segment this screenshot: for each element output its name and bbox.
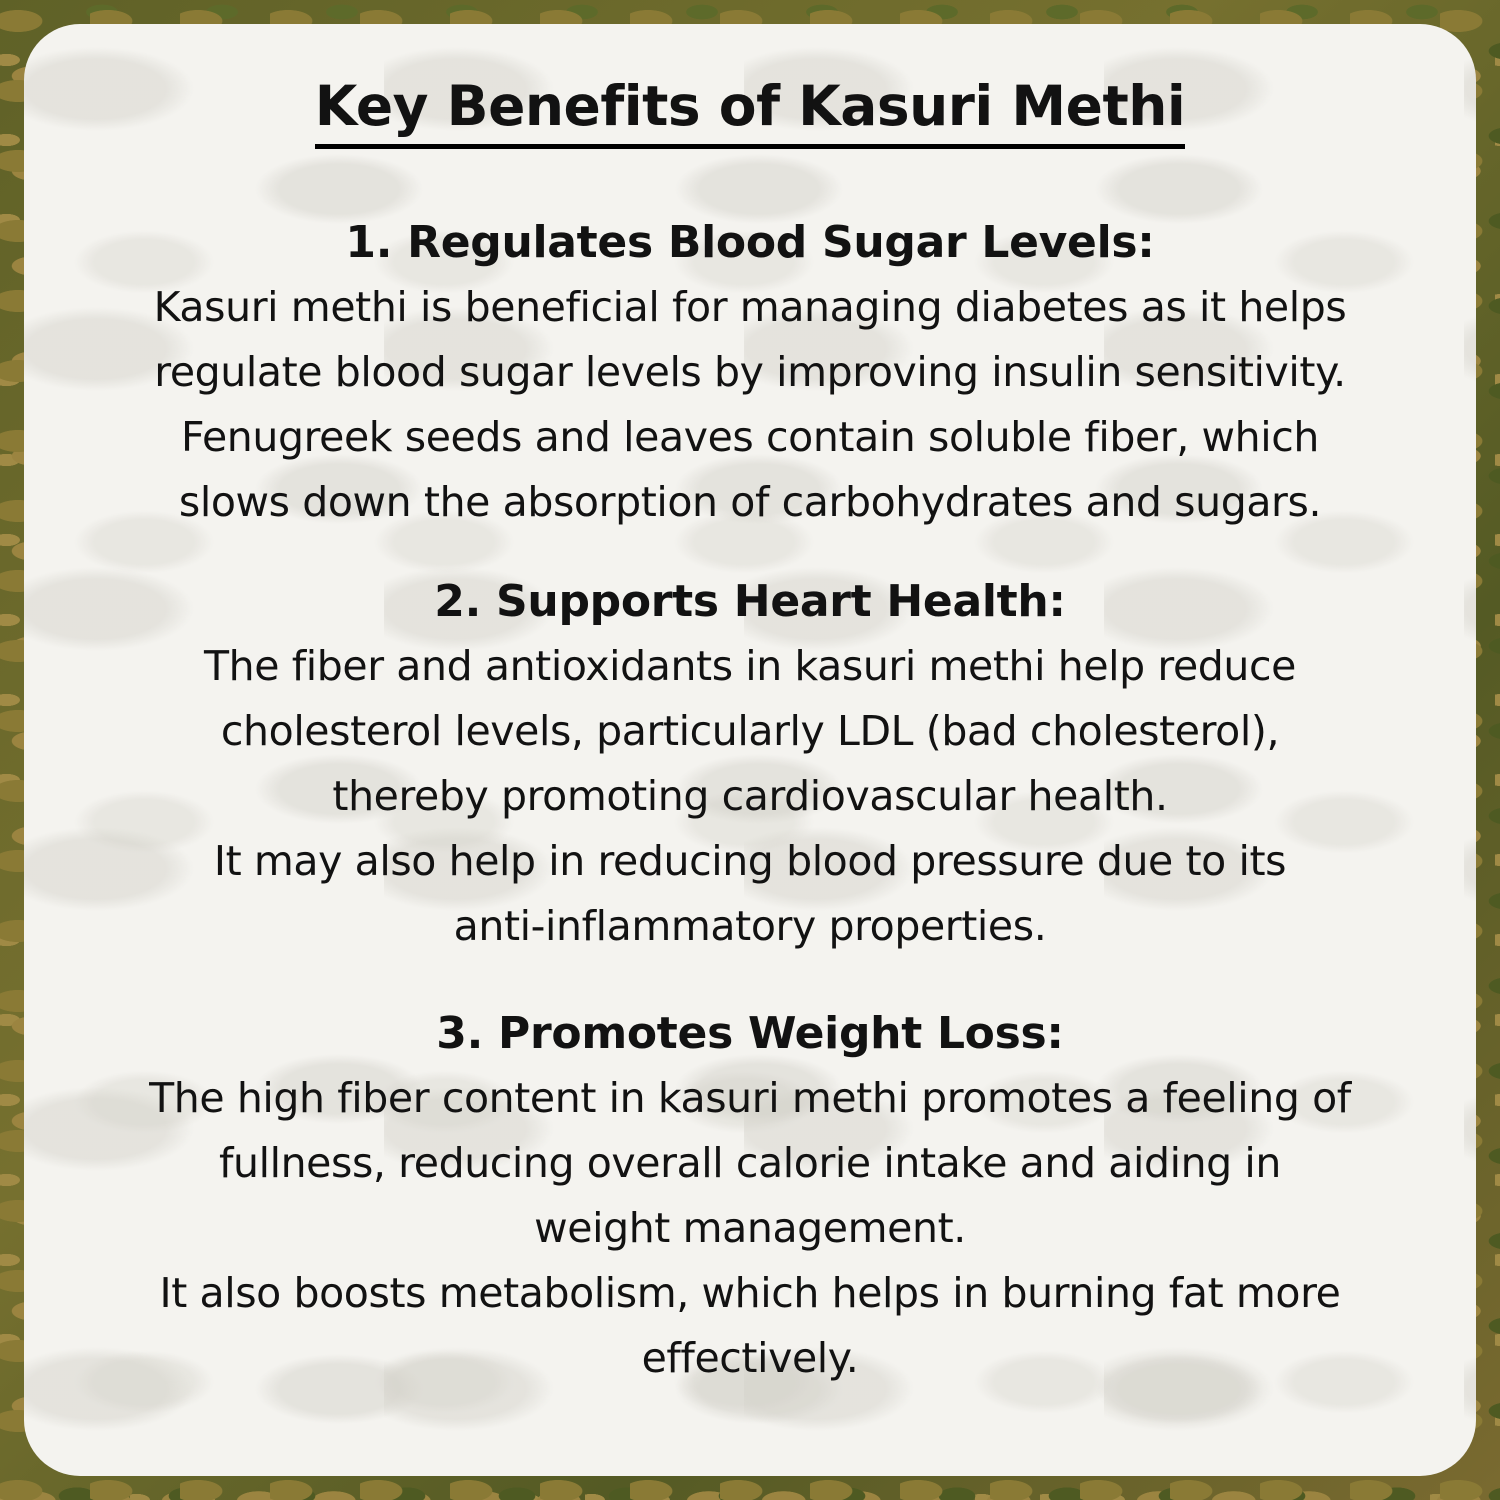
benefit-text-line: The high fiber content in kasuri methi promotes a feeling of [149,1074,1351,1122]
benefit-text-line: It may also help in reducing blood pressure due to its [213,837,1287,885]
benefit-heading: 3. Promotes Weight Loss: [436,1008,1064,1059]
benefit-text-line: Fenugreek seeds and leaves contain soluble fiber, which [181,413,1319,461]
page-title-wrap [24,70,1476,149]
benefits-card [24,24,1476,1476]
benefit-text-line: thereby promoting cardiovascular health. [332,772,1168,820]
benefit-text-line: cholesterol levels, particularly LDL (bad cholesterol), [220,707,1280,755]
benefit-text-line: effectively. [641,1334,859,1382]
benefit-heading: 2. Supports Heart Health: [434,576,1066,627]
benefit-heading: 1. Regulates Blood Sugar Levels: [345,217,1155,268]
benefit-text-line: Kasuri methi is beneficial for managing diabetes as it helps [153,283,1347,331]
benefit-text-line: fullness, reducing overall calorie intake and aiding in [218,1139,1282,1187]
benefit-text-line: It also boosts metabolism, which helps in burning fat more [159,1269,1341,1317]
benefit-section-1 [24,211,1476,535]
page-title: Key Benefits of Kasuri Methi [315,70,1186,149]
benefit-text-line: slows down the absorption of carbohydrates and sugars. [178,478,1322,526]
benefit-section-2 [24,570,1476,959]
benefit-section-3 [24,1002,1476,1391]
benefit-text-line: regulate blood sugar levels by improving insulin sensitivity. [154,348,1346,396]
benefit-text-line: The fiber and antioxidants in kasuri methi help reduce [204,642,1296,690]
benefit-text-line: anti-inflammatory properties. [453,902,1047,950]
benefit-text-line: weight management. [534,1204,966,1252]
